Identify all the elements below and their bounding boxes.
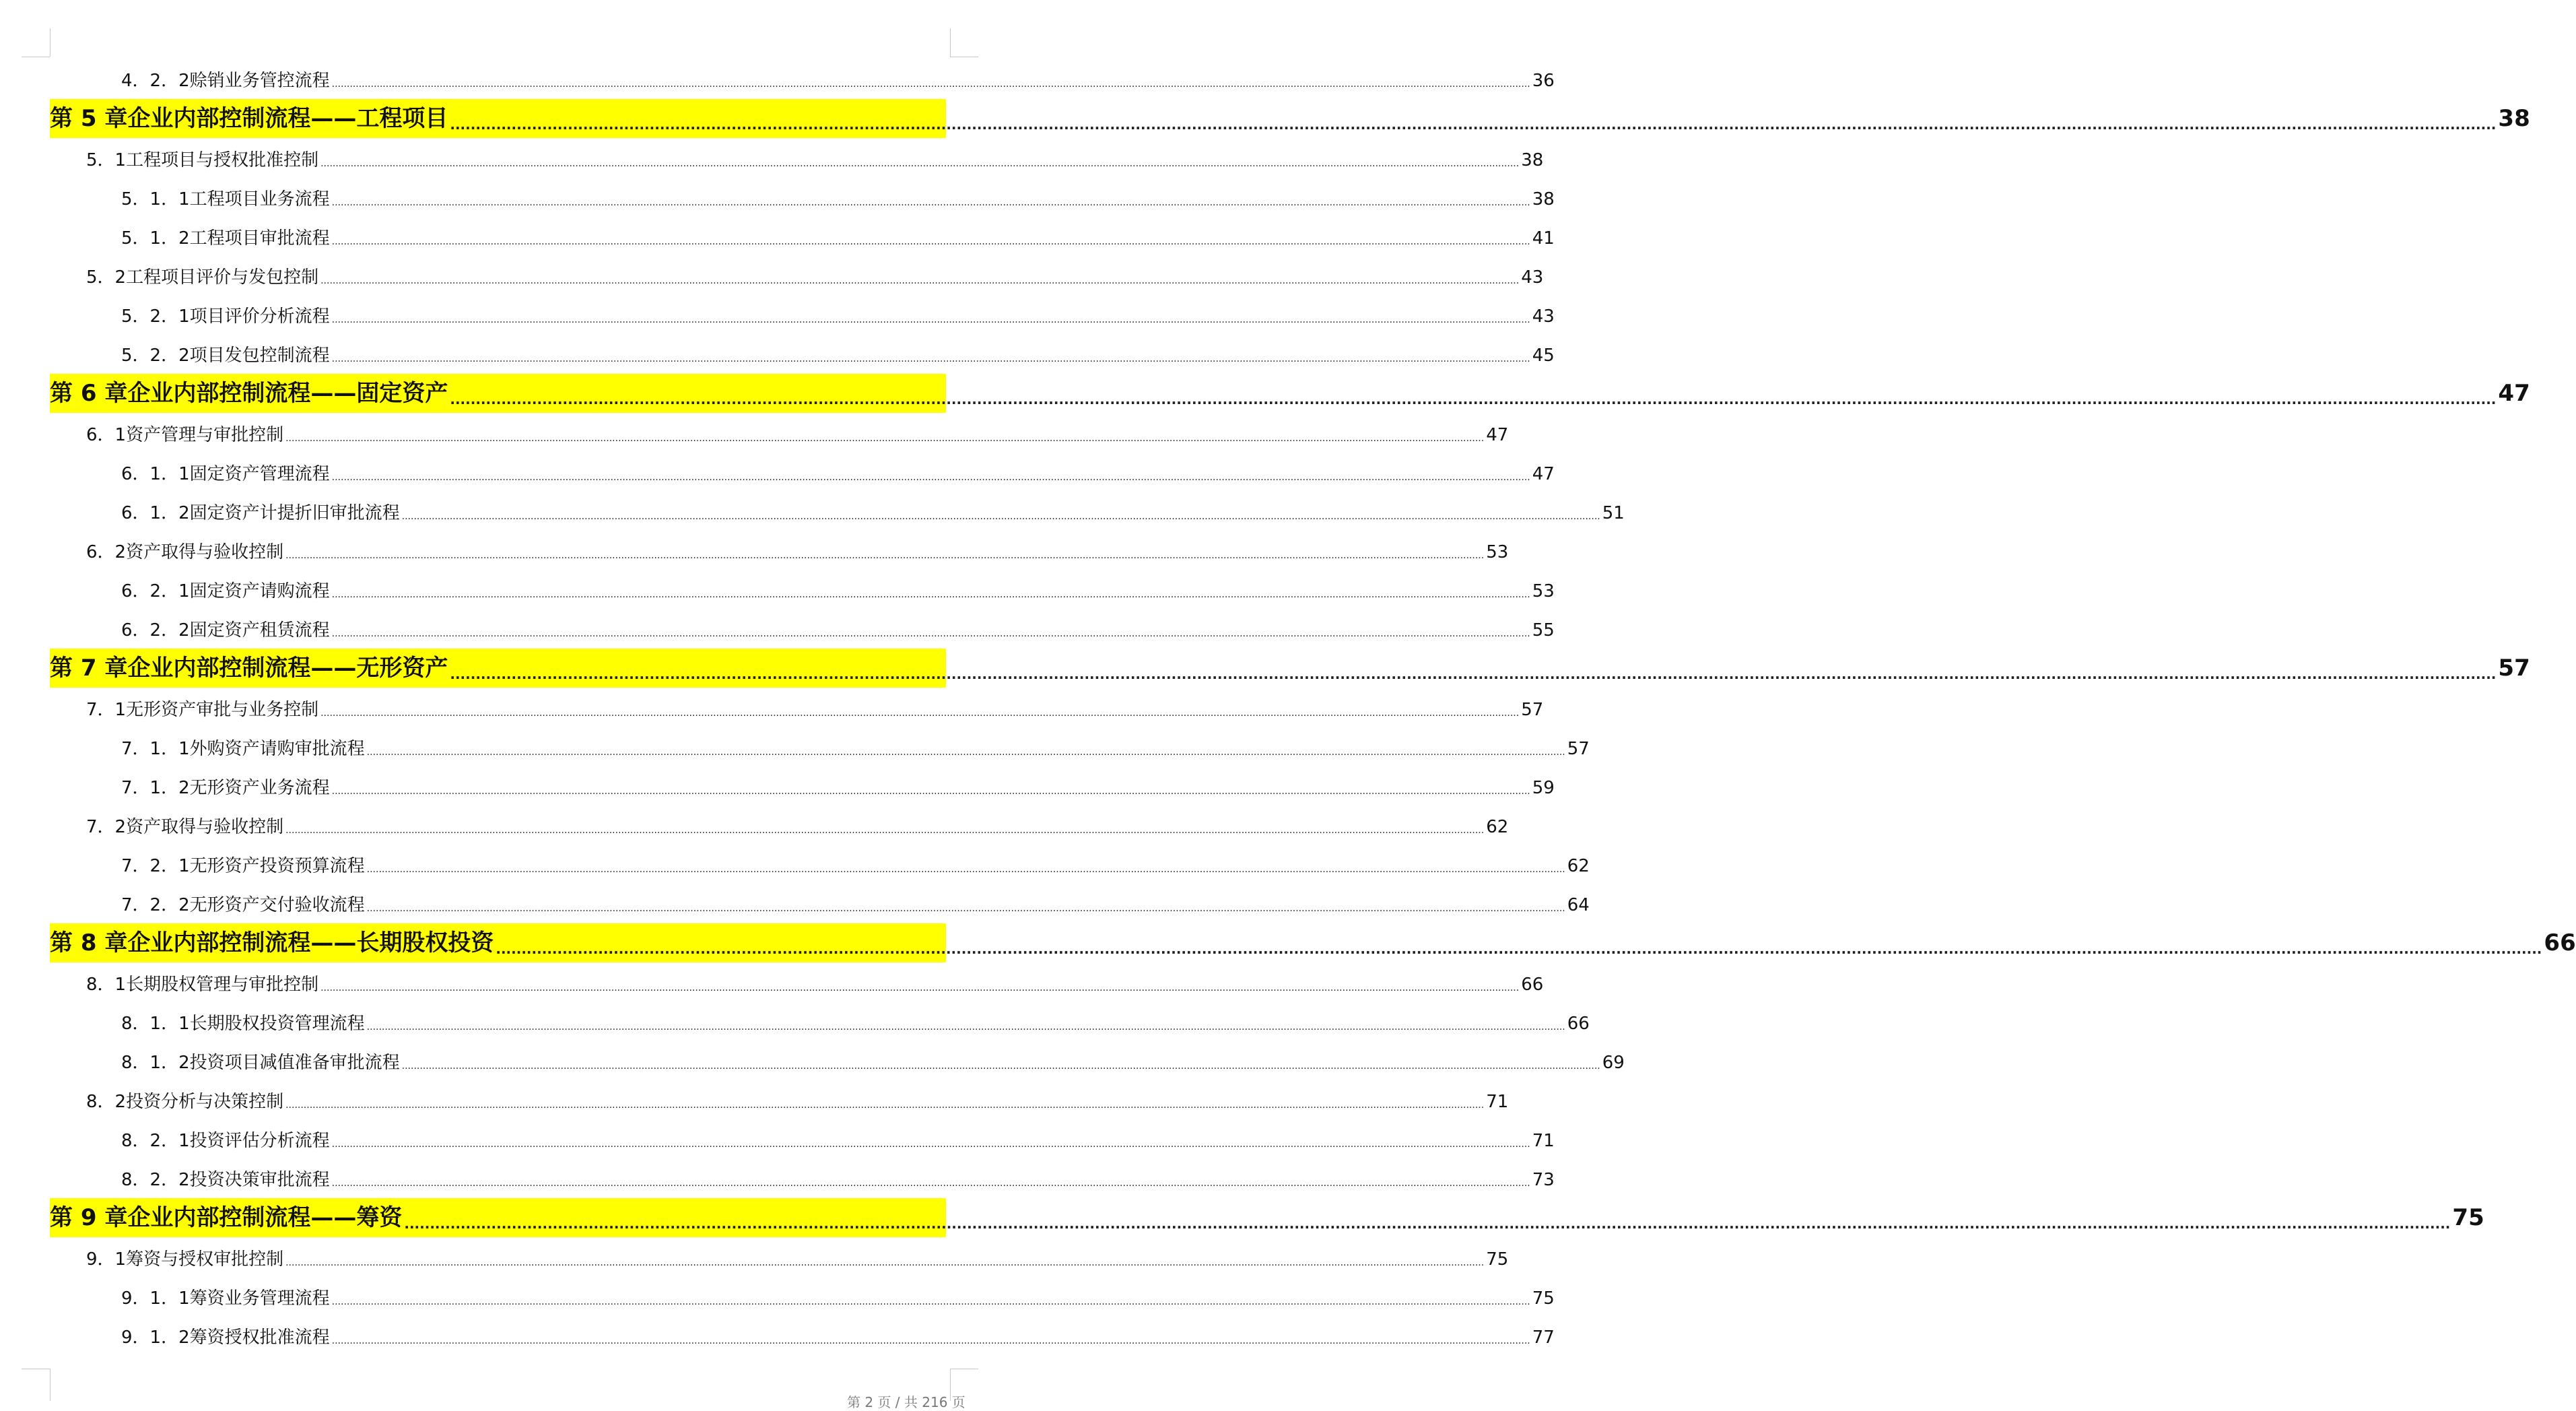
toc-chapter-entry[interactable] (50, 374, 2530, 413)
toc-entry-title: 筹资授权批准流程 (189, 1327, 330, 1348)
toc-subsection-entry[interactable] (121, 69, 1555, 92)
toc-entry-title: 长期股权投资管理流程 (189, 1014, 365, 1034)
toc-entry-number: 5．2．1 (121, 306, 190, 327)
toc-entry-number: 8．2．1 (121, 1131, 190, 1151)
toc-dot-leader: ................................................................................................................................................................................................................................................................................................................................................................................................................ (285, 550, 1485, 561)
toc-dot-leader: ................................................................................................................................................................................................................................................................................................................................................................................................................ (450, 117, 2497, 133)
toc-entry-number: 5．2 (86, 267, 127, 288)
toc-subsection-entry[interactable] (121, 1287, 1555, 1310)
toc-entry-title: 工程项目业务流程 (189, 189, 330, 209)
toc-dot-leader: ................................................................................................................................................................................................................................................................................................................................................................................................................ (331, 197, 1530, 208)
toc-entry-number: 第 8 章 (50, 929, 128, 956)
toc-entry-number: 6．2 (86, 542, 127, 562)
toc-dot-leader: ................................................................................................................................................................................................................................................................................................................................................................................................................ (320, 275, 1520, 286)
toc-entry-number: 6．2．2 (121, 620, 190, 641)
toc-subsection-entry[interactable] (121, 580, 1555, 603)
toc-dot-leader: ................................................................................................................................................................................................................................................................................................................................................................................................................ (320, 708, 1520, 719)
toc-entry-page-number: 75 (1486, 1249, 1509, 1270)
toc-chapter-entry[interactable] (50, 649, 2530, 688)
toc-entry-title: 无形资产交付验收流程 (189, 895, 365, 915)
toc-entry-number: 7．2 (86, 817, 127, 837)
toc-entry-number: 8．2．2 (121, 1170, 190, 1190)
toc-dot-leader: ................................................................................................................................................................................................................................................................................................................................................................................................................ (401, 511, 1600, 522)
toc-dot-leader: ................................................................................................................................................................................................................................................................................................................................................................................................................ (331, 1178, 1530, 1189)
toc-entry-number: 7．1．2 (121, 778, 190, 798)
toc-dot-leader: ................................................................................................................................................................................................................................................................................................................................................................................................................ (401, 1061, 1600, 1072)
toc-subsection-entry[interactable] (121, 619, 1555, 642)
toc-section-entry[interactable] (86, 698, 1544, 721)
toc-entry-page-number: 59 (1532, 778, 1555, 798)
toc-subsection-entry[interactable] (121, 1129, 1555, 1152)
toc-section-entry[interactable] (86, 266, 1544, 289)
toc-entry-page-number: 62 (1567, 856, 1590, 876)
toc-entry-number: 5．1 (86, 150, 127, 170)
page-footer: 第 2 页 / 共 216 页 (847, 1394, 965, 1410)
toc-entry-title: 投资分析与决策控制 (126, 1092, 284, 1112)
toc-entry-number: 9．1．1 (121, 1288, 190, 1309)
toc-entry-number: 第 5 章 (50, 105, 128, 132)
toc-entry-number: 8．1．2 (121, 1053, 190, 1073)
toc-subsection-entry[interactable] (121, 305, 1555, 328)
toc-dot-leader: ................................................................................................................................................................................................................................................................................................................................................................................................................ (331, 628, 1530, 639)
toc-entry-title: 资产取得与验收控制 (126, 817, 284, 837)
toc-entry-number: 6．1．2 (121, 503, 190, 523)
toc-entry-number: 7．1 (86, 700, 127, 720)
toc-dot-leader: ................................................................................................................................................................................................................................................................................................................................................................................................................ (285, 1100, 1485, 1111)
toc-entry-number: 7．1．1 (121, 739, 190, 759)
toc-entry-number: 6．2．1 (121, 581, 190, 601)
toc-entry-page-number: 66 (1567, 1014, 1590, 1034)
toc-entry-page-number: 51 (1602, 503, 1625, 523)
toc-entry-page-number: 57 (1567, 739, 1590, 759)
toc-section-entry[interactable] (86, 541, 1509, 564)
toc-dot-leader: ................................................................................................................................................................................................................................................................................................................................................................................................................ (331, 1297, 1530, 1307)
toc-subsection-entry[interactable] (121, 502, 1625, 525)
toc-entry-page-number: 53 (1532, 581, 1555, 601)
toc-entry-number: 8．1 (86, 975, 127, 995)
toc-entry-page-number: 71 (1532, 1131, 1555, 1151)
toc-dot-leader: ................................................................................................................................................................................................................................................................................................................................................................................................................ (285, 825, 1485, 836)
toc-entry-number: 8．1．1 (121, 1014, 190, 1034)
toc-dot-leader: ................................................................................................................................................................................................................................................................................................................................................................................................................ (366, 864, 1565, 875)
toc-dot-leader: ................................................................................................................................................................................................................................................................................................................................................................................................................ (331, 1336, 1530, 1346)
toc-subsection-entry[interactable] (121, 1012, 1590, 1035)
toc-subsection-entry[interactable] (121, 894, 1590, 917)
toc-entry-title: 资产管理与审批控制 (126, 425, 284, 445)
toc-entry-title: 固定资产请购流程 (189, 581, 330, 601)
toc-entry-title: 工程项目与授权批准控制 (126, 150, 319, 170)
toc-subsection-entry[interactable] (121, 777, 1555, 799)
toc-entry-number: 第 7 章 (50, 655, 128, 682)
toc-subsection-entry[interactable] (121, 188, 1555, 211)
toc-entry-number: 7．2．2 (121, 895, 190, 915)
toc-subsection-entry[interactable] (121, 1169, 1555, 1191)
toc-entry-page-number: 62 (1486, 817, 1509, 837)
toc-entry-page-number: 71 (1486, 1092, 1509, 1112)
toc-entry-page-number: 57 (1521, 700, 1544, 720)
toc-entry-title: 固定资产租赁流程 (189, 620, 330, 641)
toc-entry-number: 9．1 (86, 1249, 127, 1270)
toc-entry-page-number: 55 (1532, 620, 1555, 641)
toc-entry-page-number: 47 (1532, 464, 1555, 484)
toc-entry-title: 固定资产管理流程 (189, 464, 330, 484)
toc-entry-number: 4．2．2 (121, 71, 190, 91)
toc-entry-title: 投资决策审批流程 (189, 1170, 330, 1190)
toc-entry-title: 固定资产计提折旧审批流程 (189, 503, 400, 523)
toc-entry-page-number: 43 (1521, 267, 1544, 288)
toc-dot-leader: ................................................................................................................................................................................................................................................................................................................................................................................................................ (496, 941, 2542, 957)
toc-entry-page-number: 38 (1532, 189, 1555, 209)
toc-entry-number: 9．1．2 (121, 1327, 190, 1348)
toc-entry-page-number: 38 (2498, 105, 2530, 132)
toc-entry-number: 7．2．1 (121, 856, 190, 876)
toc-entry-title: 赊销业务管控流程 (189, 71, 330, 91)
toc-entry-number: 5．1．1 (121, 189, 190, 209)
toc-entry-page-number: 77 (1532, 1327, 1555, 1348)
toc-entry-page-number: 69 (1602, 1053, 1625, 1073)
toc-dot-leader: ................................................................................................................................................................................................................................................................................................................................................................................................................ (450, 666, 2497, 682)
toc-subsection-entry[interactable] (121, 737, 1590, 760)
toc-entry-title: 无形资产投资预算流程 (189, 856, 365, 876)
toc-entry-page-number: 64 (1567, 895, 1590, 915)
toc-entry-title: 外购资产请购审批流程 (189, 739, 365, 759)
toc-entry-number: 8．2 (86, 1092, 127, 1112)
toc-entry-number: 第 6 章 (50, 380, 128, 407)
toc-section-entry[interactable] (86, 149, 1544, 172)
toc-entry-title: 工程项目评价与发包控制 (126, 267, 319, 288)
toc-section-entry[interactable] (86, 1090, 1509, 1113)
toc-subsection-entry[interactable] (121, 855, 1590, 878)
toc-entry-page-number: 38 (1521, 150, 1544, 170)
toc-entry-title: 工程项目审批流程 (189, 228, 330, 249)
toc-dot-leader: ................................................................................................................................................................................................................................................................................................................................................................................................................ (366, 903, 1565, 914)
toc-entry-title: 企业内部控制流程——无形资产 (127, 655, 448, 682)
toc-entry-page-number: 47 (2498, 380, 2530, 407)
toc-dot-leader: ................................................................................................................................................................................................................................................................................................................................................................................................................ (331, 1139, 1530, 1150)
toc-entry-page-number: 41 (1532, 228, 1555, 249)
toc-entry-title: 无形资产审批与业务控制 (126, 700, 319, 720)
toc-entry-title: 企业内部控制流程——长期股权投资 (127, 929, 494, 956)
toc-dot-leader: ................................................................................................................................................................................................................................................................................................................................................................................................................ (331, 472, 1530, 483)
toc-entry-title: 筹资与授权审批控制 (126, 1249, 284, 1270)
toc-entry-title: 筹资业务管理流程 (189, 1288, 330, 1309)
toc-dot-leader: ................................................................................................................................................................................................................................................................................................................................................................................................................ (285, 1257, 1485, 1268)
toc-section-entry[interactable] (86, 816, 1509, 839)
toc-entry-page-number: 53 (1486, 542, 1509, 562)
toc-section-entry[interactable] (86, 973, 1544, 996)
toc-entry-page-number: 47 (1486, 425, 1509, 445)
toc-entry-title: 无形资产业务流程 (189, 778, 330, 798)
toc-entry-title: 企业内部控制流程——固定资产 (127, 380, 448, 407)
toc-entry-page-number: 75 (1532, 1288, 1555, 1309)
toc-dot-leader: ................................................................................................................................................................................................................................................................................................................................................................................................................ (331, 786, 1530, 797)
toc-entry-number: 5．2．2 (121, 346, 190, 366)
toc-entry-page-number: 57 (2498, 655, 2530, 682)
toc-entry-title: 长期股权管理与审批控制 (126, 975, 319, 995)
toc-subsection-entry[interactable] (121, 227, 1555, 250)
toc-dot-leader: ................................................................................................................................................................................................................................................................................................................................................................................................................ (331, 354, 1530, 364)
toc-dot-leader: ................................................................................................................................................................................................................................................................................................................................................................................................................ (404, 1216, 2451, 1232)
toc-entry-page-number: 66 (2544, 929, 2576, 956)
toc-dot-leader: ................................................................................................................................................................................................................................................................................................................................................................................................................ (331, 315, 1530, 325)
toc-chapter-entry[interactable] (50, 1198, 2484, 1237)
toc-dot-leader: ................................................................................................................................................................................................................................................................................................................................................................................................................ (320, 158, 1520, 169)
toc-dot-leader: ................................................................................................................................................................................................................................................................................................................................................................................................................ (366, 1022, 1565, 1032)
toc-entry-number: 6．1．1 (121, 464, 190, 484)
toc-entry-title: 资产取得与验收控制 (126, 542, 284, 562)
toc-subsection-entry[interactable] (121, 344, 1555, 367)
toc-section-entry[interactable] (86, 424, 1509, 447)
toc-subsection-entry[interactable] (121, 1051, 1625, 1074)
toc-dot-leader: ................................................................................................................................................................................................................................................................................................................................................................................................................ (450, 391, 2497, 407)
toc-entry-page-number: 66 (1521, 975, 1544, 995)
toc-entry-title: 投资评估分析流程 (189, 1131, 330, 1151)
toc-entry-number: 6．1 (86, 425, 127, 445)
toc-entry-page-number: 43 (1532, 306, 1555, 327)
toc-entry-title: 项目评价分析流程 (189, 306, 330, 327)
toc-entry-page-number: 36 (1532, 71, 1555, 91)
toc-entry-title: 投资项目减值准备审批流程 (189, 1053, 400, 1073)
toc-entry-title: 企业内部控制流程——筹资 (127, 1204, 403, 1231)
toc-subsection-entry[interactable] (121, 1326, 1555, 1349)
toc-subsection-entry[interactable] (121, 463, 1555, 486)
toc-dot-leader: ................................................................................................................................................................................................................................................................................................................................................................................................................ (331, 236, 1530, 247)
toc-dot-leader: ................................................................................................................................................................................................................................................................................................................................................................................................................ (320, 983, 1520, 993)
toc-dot-leader: ................................................................................................................................................................................................................................................................................................................................................................................................................ (331, 589, 1530, 600)
toc-dot-leader: ................................................................................................................................................................................................................................................................................................................................................................................................................ (331, 79, 1530, 90)
toc-entry-number: 5．1．2 (121, 228, 190, 249)
toc-entry-title: 项目发包控制流程 (189, 346, 330, 366)
toc-entry-title: 企业内部控制流程——工程项目 (127, 105, 448, 132)
toc-section-entry[interactable] (86, 1248, 1509, 1271)
toc-entry-page-number: 73 (1532, 1170, 1555, 1190)
toc-entry-number: 第 9 章 (50, 1204, 128, 1231)
toc-entry-page-number: 75 (2452, 1204, 2484, 1231)
toc-chapter-entry[interactable] (50, 99, 2530, 138)
toc-dot-leader: ................................................................................................................................................................................................................................................................................................................................................................................................................ (285, 433, 1485, 444)
toc-entry-page-number: 45 (1532, 346, 1555, 366)
toc-dot-leader: ................................................................................................................................................................................................................................................................................................................................................................................................................ (366, 747, 1565, 758)
toc-chapter-entry[interactable] (50, 923, 2576, 962)
